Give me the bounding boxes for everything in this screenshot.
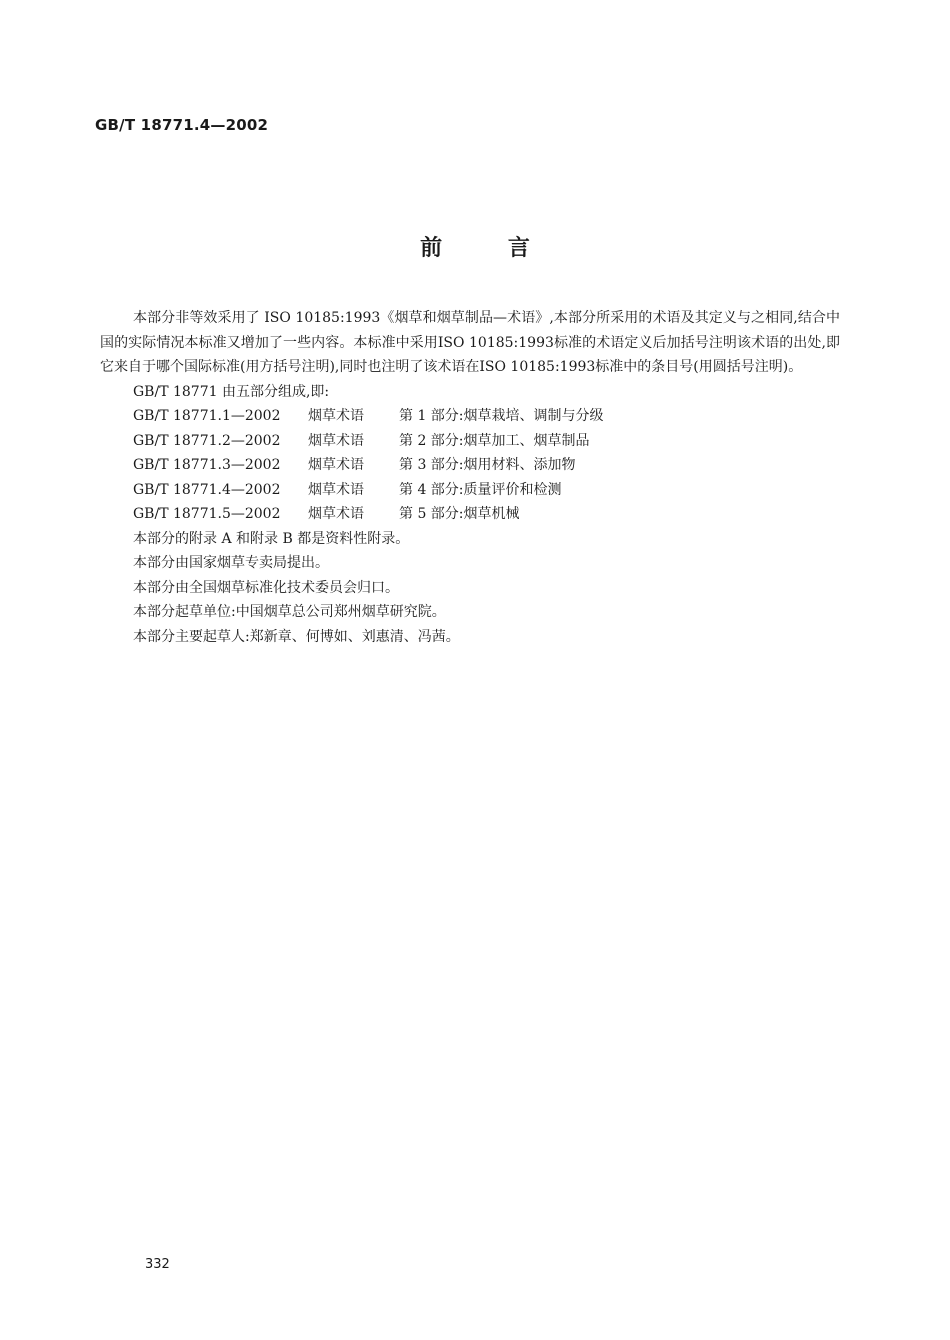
part-row [100, 404, 840, 429]
foreword-body [100, 306, 840, 649]
part-series: 烟草术语 [308, 432, 364, 449]
page-title: 前 言 [420, 236, 530, 261]
part-title: 第 4 部分:质量评价和检测 [399, 481, 562, 498]
part-row [100, 478, 840, 503]
parts-list [100, 404, 840, 527]
part-code: GB/T 18771.4—2002 [133, 481, 281, 498]
composition-line: GB/T 18771 由五部分组成,即: [133, 383, 330, 400]
part-title: 第 2 部分:烟草加工、烟草制品 [399, 432, 590, 449]
part-code: GB/T 18771.5—2002 [133, 506, 281, 522]
drafting-unit-note: 本部分起草单位:中国烟草总公司郑州烟草研究院。 [133, 604, 446, 620]
intro-paragraph: 本部分非等效采用了 ISO 10185:1993《烟草和烟草制品—术语》,本部分所采用的术语及其定义与之相同,结合中国的实际情况本标准又增加了一些内容。本标准中采用ISO 10185:1993标准的术语定义后加括号注明该术语的出处,即它来自于哪个国际标准(用方括号注明),同时也注明了该术语在ISO 10185:1993标准中的条目号(用圆括号注明)。 [100, 310, 840, 375]
page-number: 332 [145, 1257, 170, 1272]
managed-by-note: 本部分由全国烟草标准化技术委员会归口。 [133, 579, 399, 596]
part-row [100, 502, 840, 527]
part-series: 烟草术语 [308, 506, 364, 522]
drafters-note: 本部分主要起草人:郑新章、何博如、刘惠清、冯茜。 [133, 628, 460, 645]
standard-code: GB/T 18771.4—2002 [95, 116, 269, 134]
part-title: 第 1 部分:烟草栽培、调制与分级 [399, 408, 604, 424]
part-code: GB/T 18771.1—2002 [133, 408, 281, 424]
part-series: 烟草术语 [308, 457, 364, 473]
part-series: 烟草术语 [308, 408, 364, 424]
part-title: 第 5 部分:烟草机械 [399, 506, 520, 522]
part-series: 烟草术语 [308, 481, 364, 498]
proposed-by-note: 本部分由国家烟草专卖局提出。 [133, 555, 329, 571]
part-title: 第 3 部分:烟用材料、添加物 [399, 457, 576, 473]
part-row [100, 429, 840, 454]
part-row [100, 453, 840, 478]
part-code: GB/T 18771.3—2002 [133, 457, 281, 473]
appendix-note: 本部分的附录 A 和附录 B 都是资料性附录。 [133, 530, 410, 547]
part-code: GB/T 18771.2—2002 [133, 432, 281, 449]
